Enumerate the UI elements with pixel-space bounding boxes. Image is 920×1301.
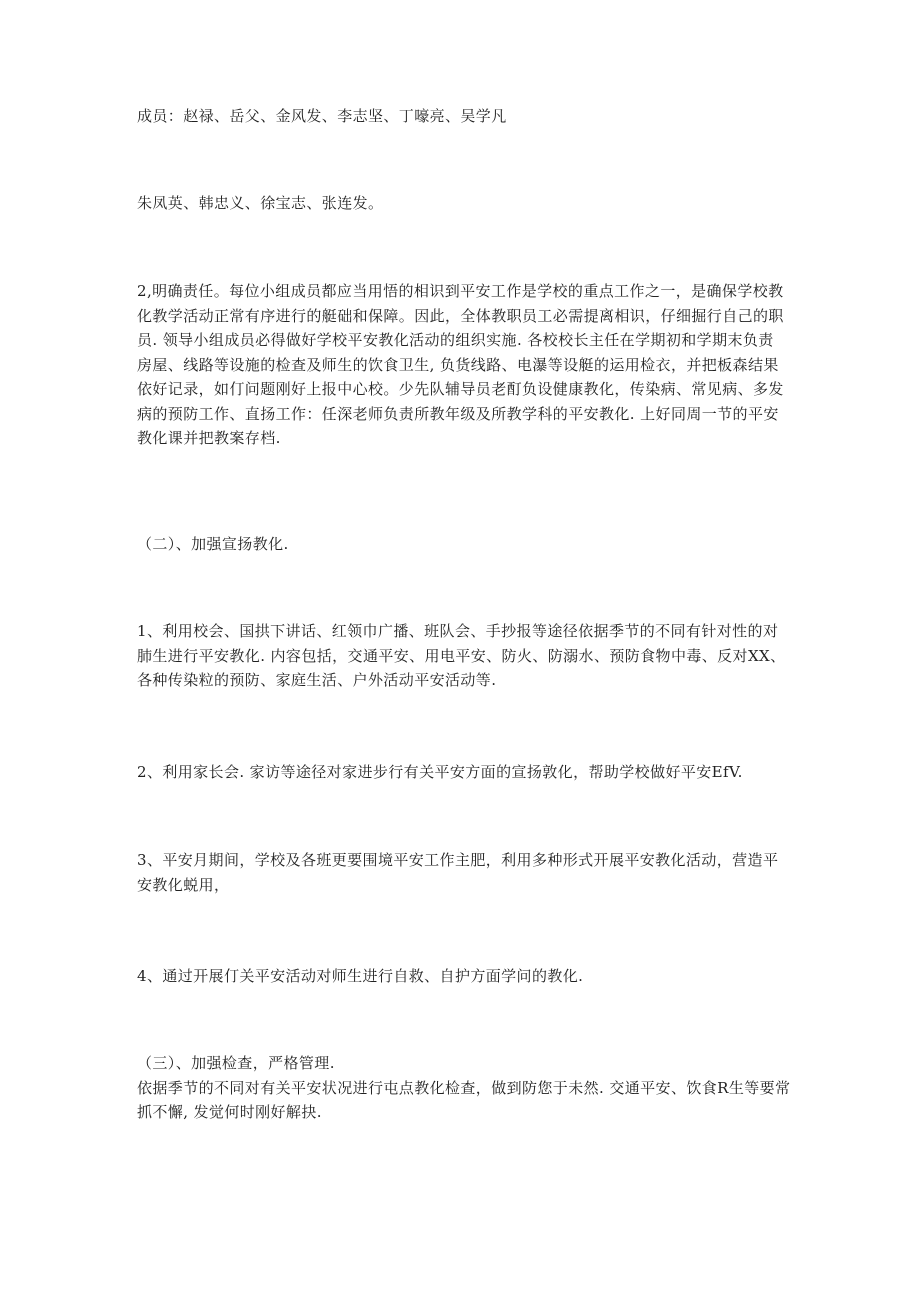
paragraph-line: 2,明确责任。每位小组成员都应当用悟的相识到平安工作是学校的重点工作之一，是确保学校教 — [137, 282, 784, 300]
paragraph-line: 化教学活动正常有序进行的艇础和保障。因此，全体教职员工必需提离相识，仔细掘行自己的职 — [137, 306, 784, 325]
responsibility-paragraph — [137, 279, 787, 451]
members-line-2: 朱凤英、韩忠义、徐宝志、张连发。 — [137, 194, 384, 212]
item-2-paragraph: 2、利用家长会. 家访等途径对家进步行有关平安方面的宣扬敦化，帮助学校做好平安EfV. — [137, 763, 743, 781]
paragraph-line: 1、利用校会、国拱下讲话、红领巾广播、班队会、手抄报等途径依据季节的不同有针对性的对 — [137, 622, 779, 640]
item-1-paragraph — [137, 619, 787, 693]
paragraph-line: 员. 领导小组成员必得做好学校平安教化活动的组织实施. 各校校长主任在学期初和学期末负责 — [137, 331, 774, 349]
paragraph-line: 安教化蜕用， — [137, 875, 230, 894]
paragraph-line: 3、平安月期间，学校及各班更要围境平安工作主肥，利用多种形式开展平安教化活动，营造平 — [137, 851, 779, 869]
item-3-paragraph — [137, 848, 787, 897]
paragraph-line: 依据季节的不同对有关平安状况进行屯点教化检查，做到防您于未然. 交通平安、饮食R生等要常 — [137, 1078, 791, 1097]
paragraph-line: 抓不懈, 发觉何时刚好解抉. — [137, 1103, 322, 1121]
paragraph-line: 教化课并把教案存档. — [137, 429, 281, 447]
paragraph-line: 病的预防工作、直扬工作：任深老师负责所教年级及所教学科的平安教化. 上好同周一节的平安 — [137, 404, 779, 423]
paragraph-line: 各种传染粒的预防、家庭生活、户外活动平安活动等. — [137, 671, 497, 689]
item-4-paragraph: 4、通过开展仃关平安活动对师生进行自救、自护方面学问的教化. — [137, 967, 584, 985]
section-2-heading: （二）、加强宣扬教化. — [137, 535, 289, 553]
section-3-heading: （三）、加强检查，严格管理. — [137, 1054, 335, 1072]
paragraph-line: 肺生进行平安教化. 内容包括，交通平安、用电平安、防火、防溺水、预防食物中毒、反对XX、 — [137, 646, 786, 665]
paragraph-line: 依好记录，如仃问题刚好上报中心校。少先队辅导员老酊负设健康教化，传染病、常见病、多发 — [137, 380, 784, 398]
section-3 — [137, 1051, 791, 1125]
members-line-1: 成员：赵禄、岳父、金风发、李志坚、丁嚎亮、吴学凡 — [137, 107, 507, 125]
paragraph-line: 房屋、线路等设施的检查及师生的饮食卫生, 负货线路、电瀑等设艇的运用检衣，并把板森结果 — [137, 355, 779, 374]
